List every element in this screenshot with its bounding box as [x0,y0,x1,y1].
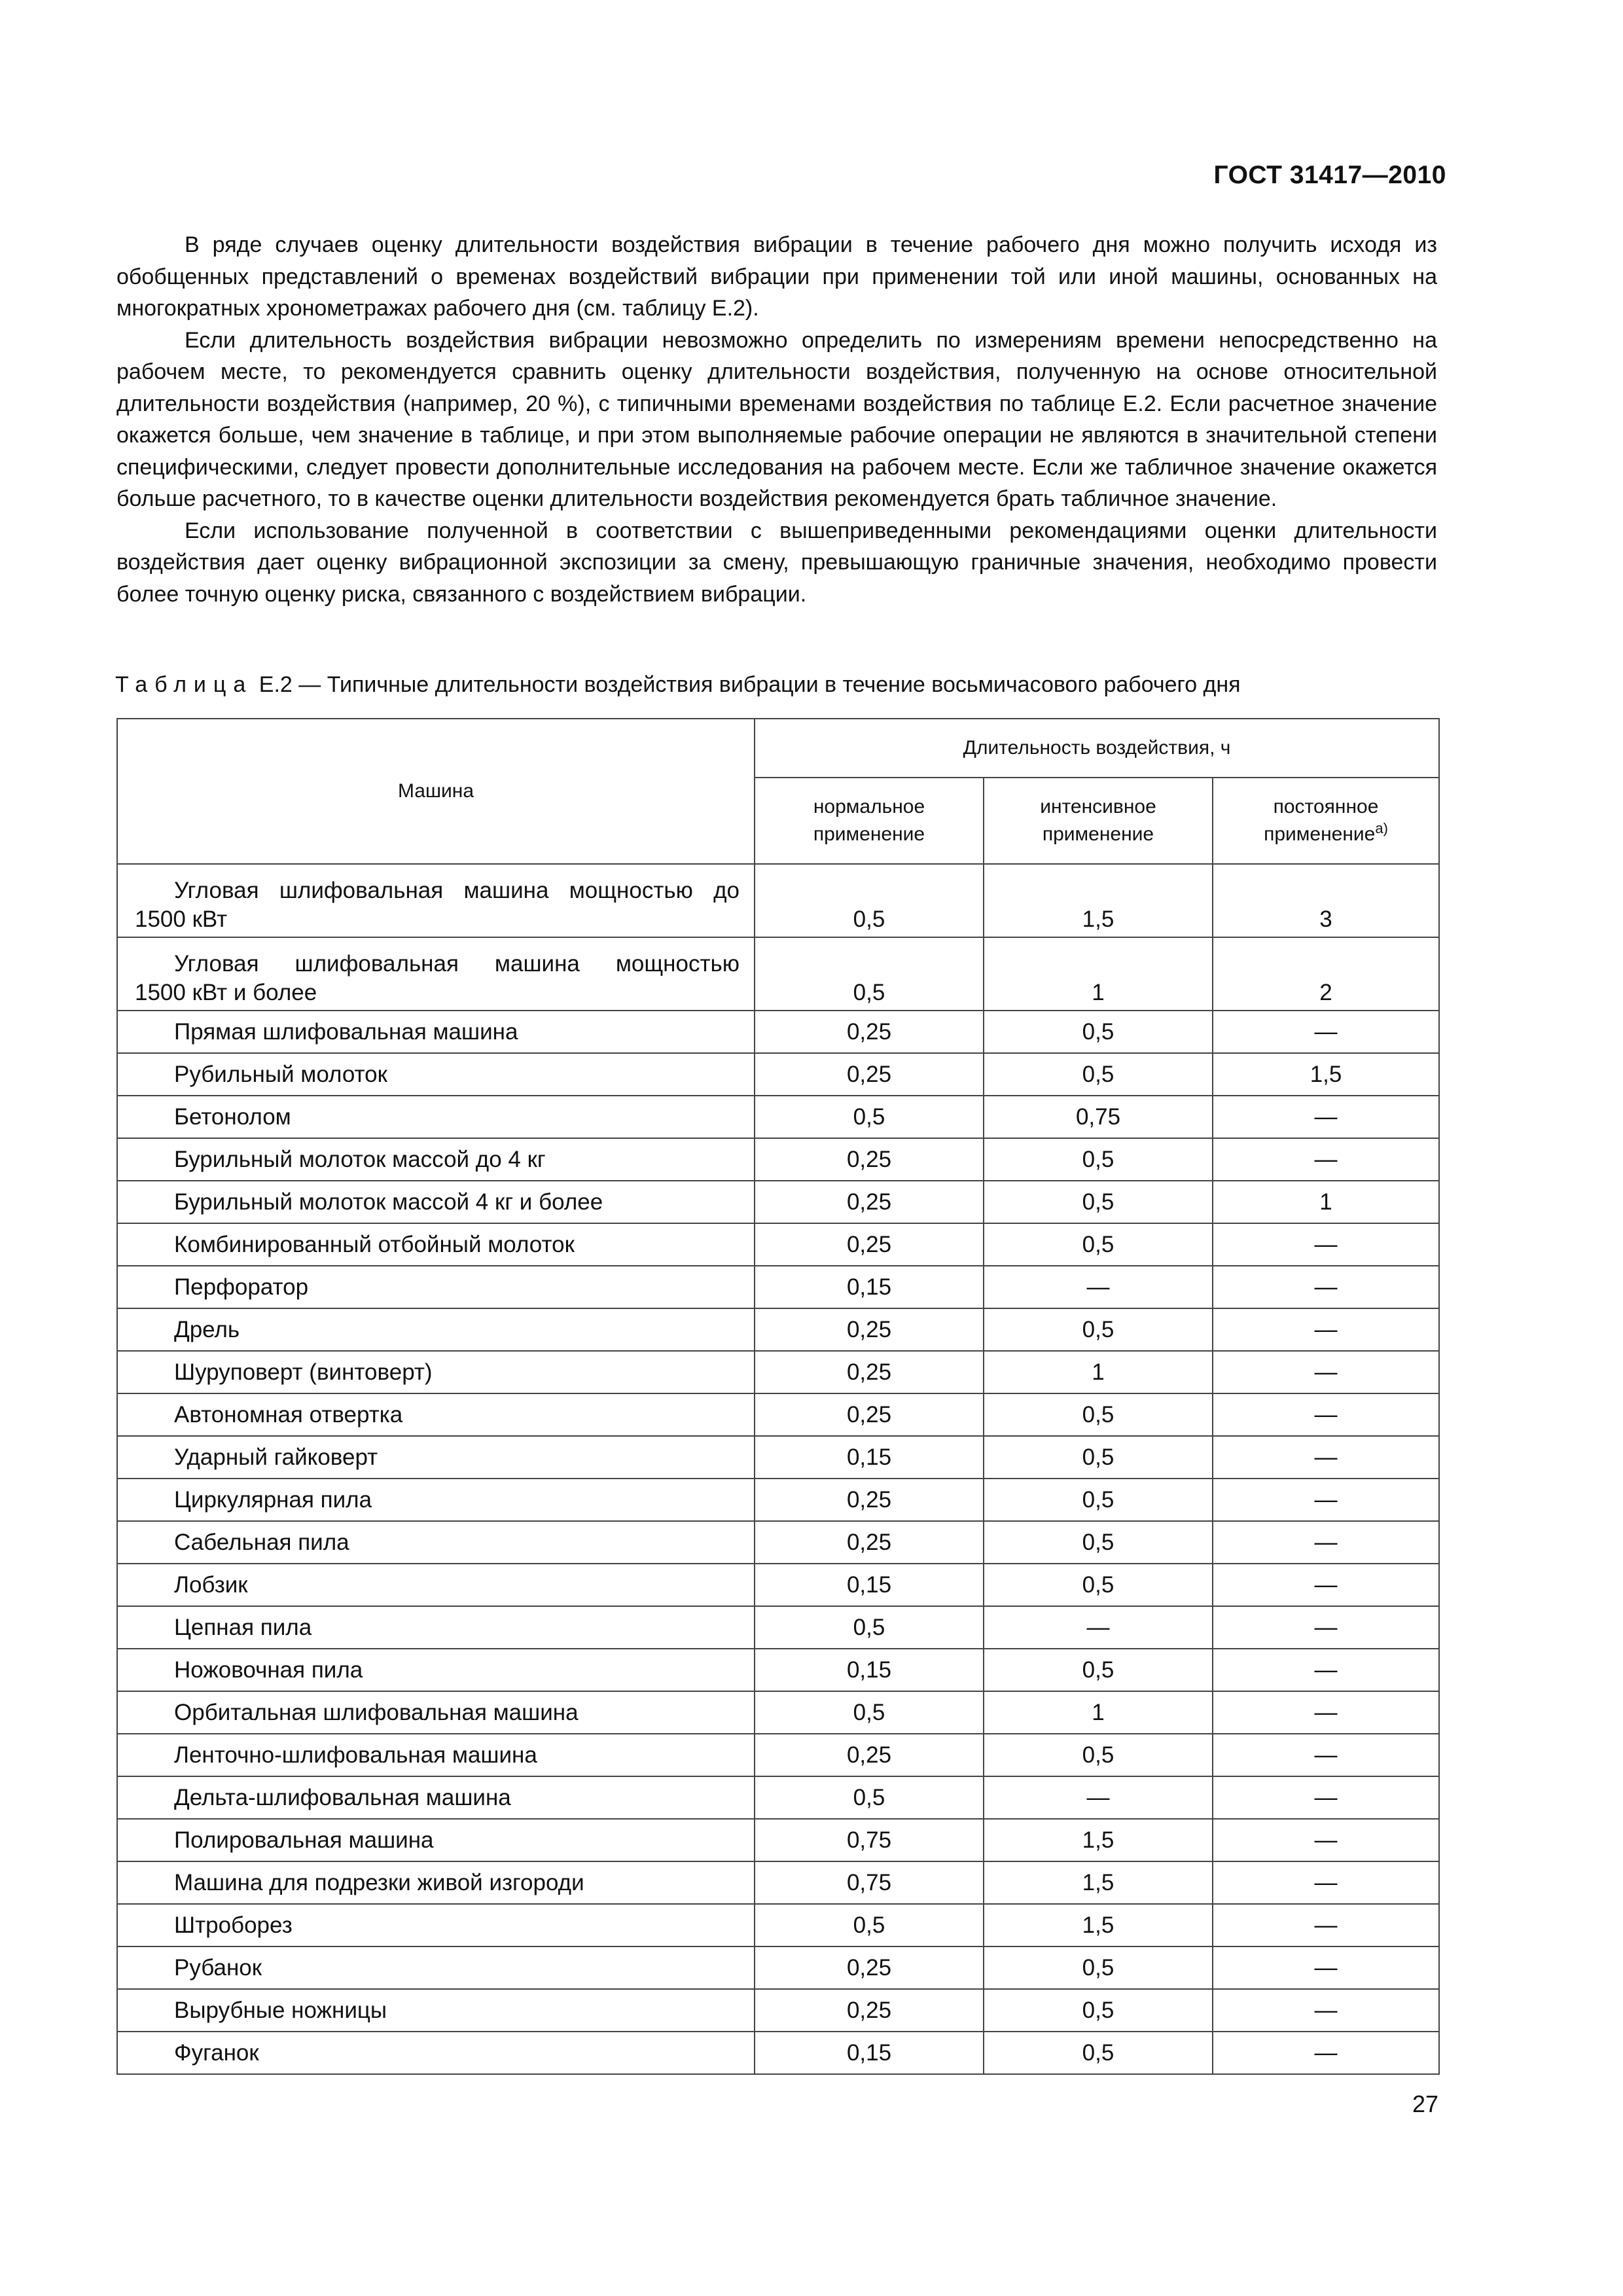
machine-name: Вырубные ножницы [117,1989,755,2032]
header-intensive-use [984,778,1213,864]
table-row [117,1053,1439,1096]
normal-value: 0,5 [755,1904,984,1946]
normal-value: 0,5 [755,1776,984,1819]
constant-value: — [1213,1393,1439,1436]
normal-value: 0,25 [755,1138,984,1181]
table-row [117,1819,1439,1861]
table-row [117,1223,1439,1266]
constant-value: — [1213,1436,1439,1479]
machine-name: Дрель [117,1308,755,1351]
constant-value: — [1213,1946,1439,1989]
table-row [117,1776,1439,1819]
paragraph-2: Если длительность воздействия вибрации невозможно определить по измерениям времени непосредственно на рабочем месте, то рекомендуется сравнить оценку длительности воздействия, полученную на основе относительной длительности воздействия (например, 20 %), с типичными временами воздействия по таблице Е.2. Если расчетное значение окажется больше, чем значение в таблице, и при этом выполняемые рабочие операции не являются в значительной степени специфическими, следует провести дополнительные исследования на рабочем месте. Если же табличное значение окажется больше расчетного, то в качестве оценки длительности воздействия рекомендуется брать табличное значение. [116,327,1437,511]
machine-name: Сабельная пила [117,1521,755,1564]
normal-value: 0,15 [755,1266,984,1308]
machine-name: Перфоратор [117,1266,755,1308]
document-code: ГОСТ 31417—2010 [1213,161,1446,189]
constant-value: — [1213,1861,1439,1904]
table-row [117,1181,1439,1223]
header-normal-line2: применение [813,823,925,845]
normal-value: 0,25 [755,1011,984,1053]
table-row [117,1011,1439,1053]
constant-value: — [1213,1011,1439,1053]
machine-name: Ленточно-шлифовальная машина [117,1734,755,1776]
normal-value: 0,5 [755,1096,984,1138]
intensive-value: 0,5 [984,1011,1213,1053]
normal-value: 0,25 [755,1946,984,1989]
intensive-value: 1,5 [984,1861,1213,1904]
normal-value: 0,25 [755,1734,984,1776]
normal-value: 0,25 [755,1521,984,1564]
constant-value: — [1213,1351,1439,1393]
machine-name: Рубанок [117,1946,755,1989]
normal-value: 0,75 [755,1819,984,1861]
body-text [116,229,1437,610]
machine-name: Рубильный молоток [117,1053,755,1096]
table-caption [115,669,1241,700]
normal-value: 0,25 [755,1479,984,1521]
intensive-value: 0,5 [984,1393,1213,1436]
header-normal-line1: нормальное [813,796,925,817]
machine-name: Ножовочная пила [117,1649,755,1691]
machine-name: Ударный гайковерт [117,1436,755,1479]
table-row [117,1564,1439,1606]
constant-value: — [1213,1734,1439,1776]
intensive-value: 1 [984,1351,1213,1393]
intensive-value: 0,5 [984,2032,1213,2074]
constant-value: — [1213,1096,1439,1138]
machine-name: Прямая шлифовальная машина [117,1011,755,1053]
intensive-value: — [984,1606,1213,1649]
constant-value: — [1213,1649,1439,1691]
table-row [117,1606,1439,1649]
table-row [117,1266,1439,1308]
constant-value: 1 [1213,1181,1439,1223]
paragraph-3: Если использование полученной в соответствии с вышеприведенными рекомендациями оценки длительности воздействия дает оценку вибрационной экспозиции за смену, превышающую граничные значения, необходимо провести более точную оценку риска, связанного с воздействием вибрации. [116,518,1437,607]
normal-value: 0,25 [755,1393,984,1436]
intensive-value: 0,5 [984,1138,1213,1181]
normal-value: 0,25 [755,1053,984,1096]
table-row [117,1734,1439,1776]
normal-value: 0,15 [755,2032,984,2074]
intensive-value: 0,5 [984,1734,1213,1776]
header-machine: Машина [117,719,755,864]
machine-name: Угловая шлифовальная машина мощностью 1500 кВт и более [117,937,755,1011]
constant-value: 2 [1213,937,1439,1011]
constant-value: — [1213,1819,1439,1861]
table-caption-text: Е.2 — Типичные длительности воздействия вибрации в течение восьмичасового рабочего дня [259,672,1241,697]
intensive-value: 0,5 [984,1181,1213,1223]
constant-value: — [1213,1521,1439,1564]
normal-value: 0,25 [755,1308,984,1351]
header-normal-use [755,778,984,864]
header-intensive-line2: применение [1042,823,1154,845]
table-row [117,1691,1439,1734]
constant-value: — [1213,1564,1439,1606]
constant-value: — [1213,2032,1439,2074]
table-row [117,1138,1439,1181]
intensive-value: 0,5 [984,1223,1213,1266]
paragraph-1: В ряде случаев оценку длительности воздействия вибрации в течение рабочего дня можно получить исходя из обобщенных представлений о временах воздействий вибрации при применении той или иной машины, основанных на многократных хронометражах рабочего дня (см. таблицу Е.2). [116,232,1437,321]
table-row [117,1989,1439,2032]
machine-name: Машина для подрезки живой изгороди [117,1861,755,1904]
table-row [117,1904,1439,1946]
constant-value: — [1213,1266,1439,1308]
table-row [117,1393,1439,1436]
table-row [117,1479,1439,1521]
intensive-value: 0,5 [984,1946,1213,1989]
normal-value: 0,25 [755,1181,984,1223]
constant-value: — [1213,1691,1439,1734]
machine-name: Фуганок [117,2032,755,2074]
table-row [117,1351,1439,1393]
header-constant-line2: применение [1264,823,1376,845]
intensive-value: — [984,1776,1213,1819]
machine-name: Полировальная машина [117,1819,755,1861]
intensive-value: 0,5 [984,1479,1213,1521]
footnote-marker: а) [1375,820,1388,836]
constant-value: — [1213,1776,1439,1819]
machine-name: Автономная отвертка [117,1393,755,1436]
normal-value: 0,75 [755,1861,984,1904]
constant-value: — [1213,1606,1439,1649]
machine-name: Бурильный молоток массой 4 кг и более [117,1181,755,1223]
constant-value: — [1213,1904,1439,1946]
intensive-value: 0,5 [984,1564,1213,1606]
machine-name: Штроборез [117,1904,755,1946]
machine-name: Комбинированный отбойный молоток [117,1223,755,1266]
table-row [117,1096,1439,1138]
constant-value: — [1213,1479,1439,1521]
normal-value: 0,5 [755,1606,984,1649]
table-row [117,1308,1439,1351]
machine-name: Лобзик [117,1564,755,1606]
normal-value: 0,5 [755,864,984,937]
table-row [117,864,1439,937]
normal-value: 0,25 [755,1223,984,1266]
machine-name: Шуруповерт (винтоверт) [117,1351,755,1393]
table-row [117,2032,1439,2074]
intensive-value: 1,5 [984,864,1213,937]
intensive-value: 0,75 [984,1096,1213,1138]
intensive-value: 0,5 [984,1649,1213,1691]
constant-value: — [1213,1138,1439,1181]
normal-value: 0,15 [755,1564,984,1606]
header-intensive-line1: интенсивное [1040,796,1156,817]
intensive-value: 1,5 [984,1904,1213,1946]
machine-name: Угловая шлифовальная машина мощностью до 1500 кВт [117,864,755,937]
intensive-value: 0,5 [984,1436,1213,1479]
normal-value: 0,25 [755,1351,984,1393]
normal-value: 0,5 [755,937,984,1011]
constant-value: — [1213,1223,1439,1266]
table-row [117,1861,1439,1904]
intensive-value: 1 [984,1691,1213,1734]
table-row [117,1946,1439,1989]
machine-name: Бетонолом [117,1096,755,1138]
header-constant-use [1213,778,1439,864]
machine-name: Циркулярная пила [117,1479,755,1521]
machine-name: Цепная пила [117,1606,755,1649]
machine-name: Дельта-шлифовальная машина [117,1776,755,1819]
intensive-value: 0,5 [984,1989,1213,2032]
constant-value: — [1213,1308,1439,1351]
normal-value: 0,15 [755,1436,984,1479]
constant-value: 1,5 [1213,1053,1439,1096]
machine-name: Орбитальная шлифовальная машина [117,1691,755,1734]
intensive-value: 0,5 [984,1308,1213,1351]
intensive-value: — [984,1266,1213,1308]
table-row [117,937,1439,1011]
normal-value: 0,25 [755,1989,984,2032]
header-duration: Длительность воздействия, ч [755,719,1439,778]
constant-value: — [1213,1989,1439,2032]
table-row [117,1649,1439,1691]
machine-name: Бурильный молоток массой до 4 кг [117,1138,755,1181]
intensive-value: 1 [984,937,1213,1011]
table-row [117,1521,1439,1564]
header-constant-line1: постоянное [1273,796,1379,817]
table-row [117,1436,1439,1479]
normal-value: 0,5 [755,1691,984,1734]
constant-value: 3 [1213,864,1439,937]
normal-value: 0,15 [755,1649,984,1691]
intensive-value: 0,5 [984,1053,1213,1096]
page-number: 27 [1412,2090,1438,2117]
intensive-value: 0,5 [984,1521,1213,1564]
exposure-duration-table [116,718,1440,2075]
table-caption-label: Таблица [115,672,253,697]
intensive-value: 1,5 [984,1819,1213,1861]
